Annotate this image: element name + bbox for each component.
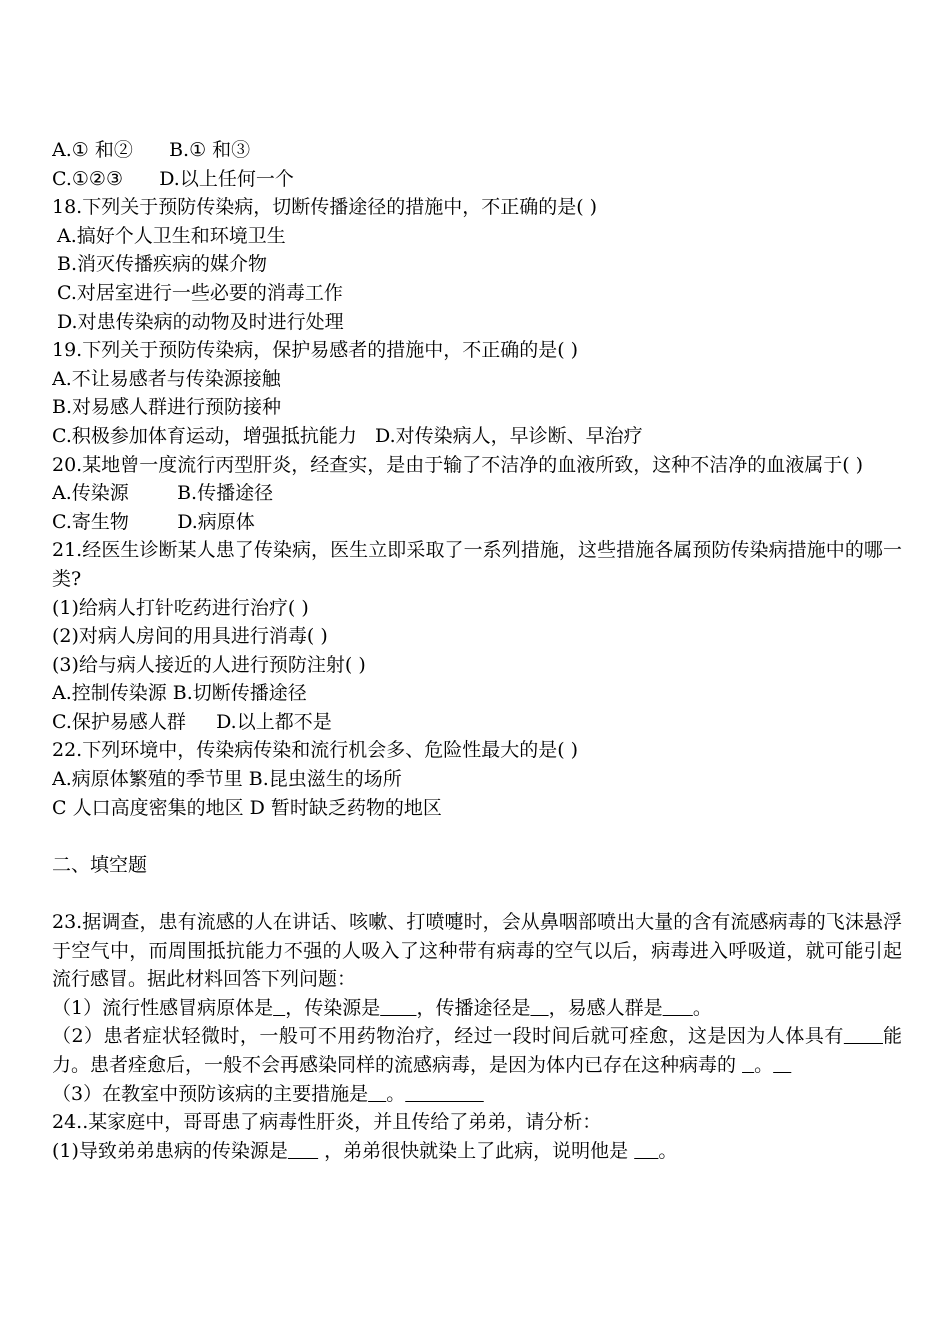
q24-part-1-text-b: ，弟弟很快就染上了此病，说明他是: [318, 1139, 635, 1162]
q21-stem: 21.经医生诊断某人患了传染病，医生立即采取了一系列措施，这些措施各属预防传染病措施中的哪一类?: [52, 539, 902, 590]
answer-blank[interactable]: [380, 997, 416, 1019]
q21-sub-2: (2)对病人房间的用具进行消毒( ): [52, 625, 328, 648]
q23-part-1-text-a: （1）流行性感冒病原体是: [52, 996, 274, 1019]
answer-blank[interactable]: [530, 997, 548, 1019]
q24-stem: 24..某家庭中，哥哥患了病毒性肝炎，并且传给了弟弟，请分析：: [52, 1111, 602, 1134]
q20-option-ab: A.传染源 B.传播途径: [52, 482, 274, 505]
q23-part-2-text-a: （2）患者症状轻微时，一般可不用药物治疗，经过一段时间后就可痊愈，这是因为人体具有: [52, 1025, 844, 1048]
q21-sub-3: (3)给与病人接近的人进行预防注射( ): [52, 653, 366, 676]
q23-part-1-text-d: ，易感人群是: [548, 996, 663, 1019]
q24-part-1-text-c: 。: [658, 1139, 678, 1162]
q23-part-1-text-e: 。: [692, 996, 712, 1019]
answer-blank[interactable]: [405, 1083, 484, 1105]
answer-blank[interactable]: [663, 997, 693, 1019]
spacer: [52, 822, 902, 851]
q18-option-c: C.对居室进行一些必要的消毒工作: [57, 281, 343, 304]
spacer: [52, 879, 902, 908]
answer-blank[interactable]: [288, 1140, 318, 1162]
q21-option-cd: C.保护易感人群 D.以上都不是: [52, 710, 332, 733]
q17-options-line2: C.①②③ D.以上任何一个: [52, 167, 294, 190]
q22-stem: 22.下列环境中，传染病传染和流行机会多、危险性最大的是( ): [52, 739, 579, 762]
q19-option-a: A.不让易感者与传染源接触: [52, 367, 281, 390]
q24-part-1-text-a: (1)导致弟弟患病的传染源是: [52, 1139, 288, 1162]
q20-stem: 20.某地曾一度流行丙型肝炎，经查实，是由于输了不洁净的血液所致，这种不洁净的血液属于( ): [52, 453, 864, 476]
q18-option-d: D.对患传染病的动物及时进行处理: [57, 310, 344, 333]
q23-part-2-text-b: 能力。患者痊愈后，一般不会再感染同样的流感病毒，是因为体内已存在这种病毒的: [52, 1025, 902, 1076]
q19-option-cd: C.积极参加体育运动，增强抵抗能力 D.对传染病人，早诊断、早治疗: [52, 424, 643, 447]
q19-stem: 19.下列关于预防传染病，保护易感者的措施中，不正确的是( ): [52, 339, 579, 362]
answer-blank[interactable]: [273, 997, 285, 1019]
q18-option-a: A.搞好个人卫生和环境卫生: [57, 224, 286, 247]
q18-stem: 18.下列关于预防传染病，切断传播途径的措施中，不正确的是( ): [52, 196, 598, 219]
document-page: [52, 136, 902, 1165]
q24-part-1: [52, 1137, 902, 1166]
q21-sub-1: (1)给病人打针吃药进行治疗( ): [52, 596, 309, 619]
q23-stem: 23.据调查，患有流感的人在讲话、咳嗽、打喷嚏时，会从鼻咽部喷出大量的含有流感病毒的飞沫悬浮于空气中，而周围抵抗能力不强的人吸入了这种带有病毒的空气以后，病毒进入呼吸道，就可能引起流行感冒。据此材料回答下列问题：: [52, 911, 902, 991]
q23-part-1-text-b: ，传染源是: [285, 996, 381, 1019]
answer-blank[interactable]: [773, 1054, 791, 1076]
q23-part-2-text-c: 。: [754, 1054, 774, 1076]
q18-option-b: B.消灭传播疾病的媒介物: [57, 253, 268, 276]
q22-option-ab: A.病原体繁殖的季节里 B.昆虫滋生的场所: [52, 768, 402, 791]
answer-blank[interactable]: [634, 1140, 658, 1162]
q19-option-b: B.对易感人群进行预防接种: [52, 396, 282, 419]
q20-option-cd: C.寄生物 D.病原体: [52, 510, 255, 533]
q22-option-cd: C 人口高度密集的地区 D 暂时缺乏药物的地区: [52, 796, 442, 819]
answer-blank[interactable]: [844, 1025, 883, 1047]
q23-part-3-text-b: 。: [386, 1082, 406, 1105]
answer-blank[interactable]: [742, 1054, 754, 1076]
q17-options-line1: A.① 和② B.① 和③: [52, 139, 251, 161]
q23-part-3-text-a: （3）在教室中预防该病的主要措施是: [52, 1082, 369, 1105]
q23-part-2: [52, 1022, 902, 1079]
q23-part-1: [52, 994, 902, 1023]
q23-part-1-text-c: ，传播途径是: [416, 996, 531, 1019]
q23-part-3: [52, 1080, 902, 1109]
answer-blank[interactable]: [368, 1083, 386, 1105]
q21-option-ab: A.控制传染源 B.切断传播途径: [52, 682, 307, 705]
section-title-fill-blank: 二、填空题: [52, 853, 148, 876]
